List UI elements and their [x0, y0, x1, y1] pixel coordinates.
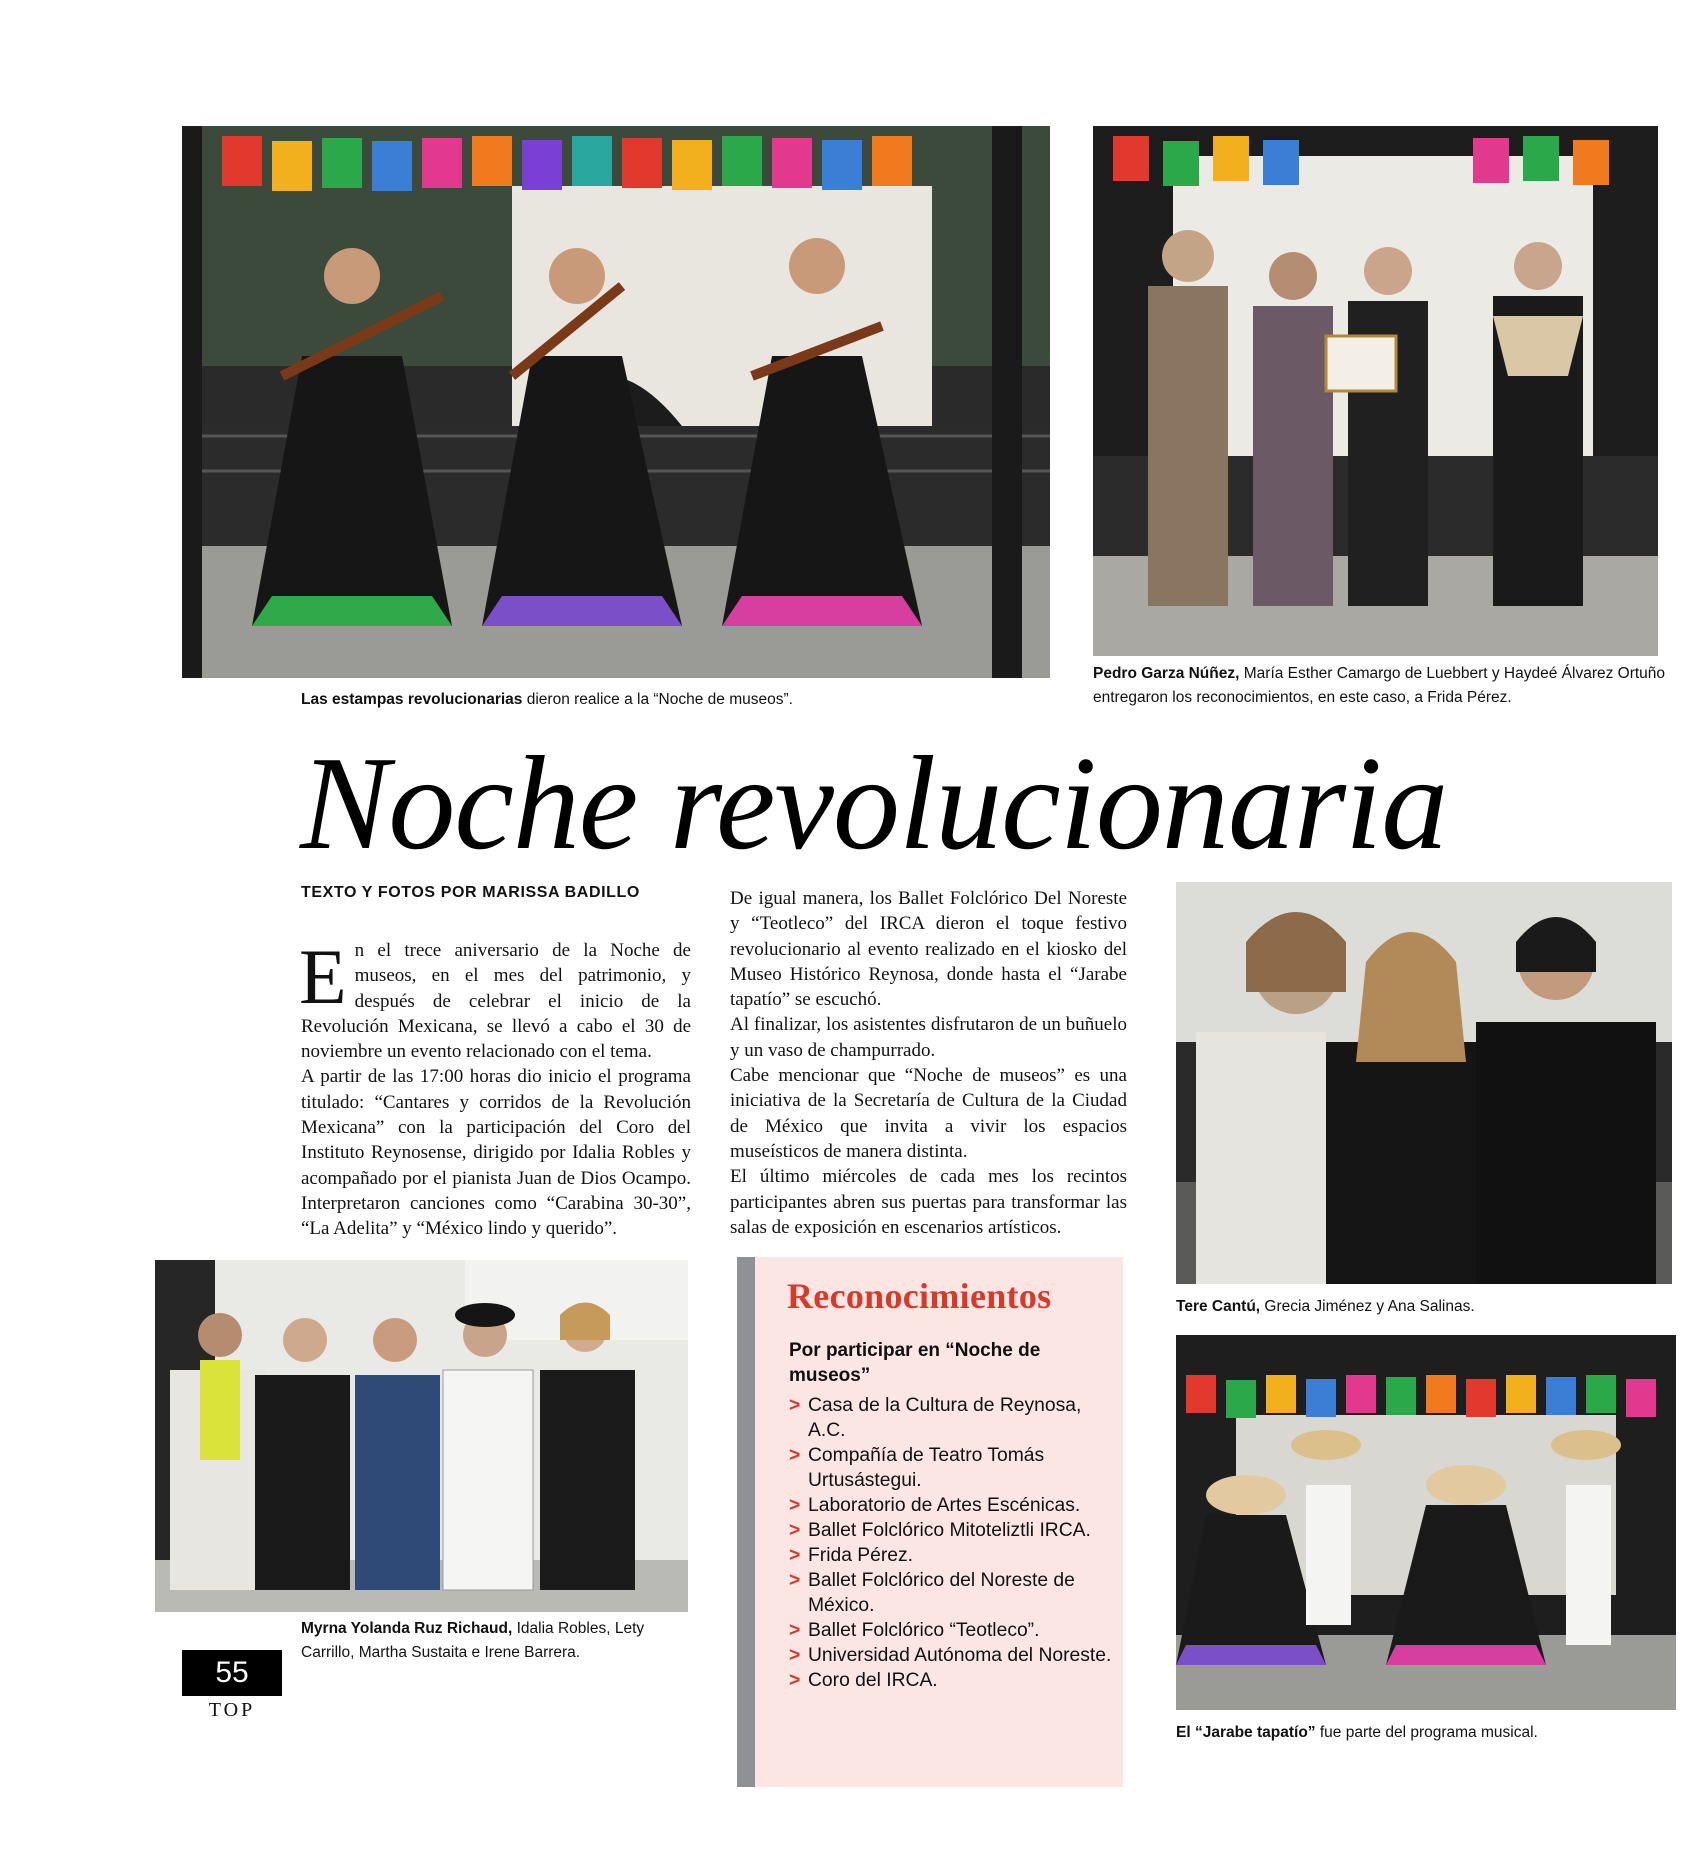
caption-text: Grecia Jiménez y Ana Salinas.	[1260, 1298, 1475, 1315]
paragraph-text: n el trece aniversario de la Noche de museos, en el mes del patrimonio, y después de celebrar el inicio de la Revolución Mexicana, se llevó a cabo el 30 de noviembre un evento relacionado con el tema.	[301, 940, 691, 1063]
list-item-text: Laboratorio de Artes Escénicas.	[808, 1495, 1081, 1516]
article-byline: TEXTO Y FOTOS POR MARISSA BADILLO	[301, 884, 640, 901]
bullet-chevron-icon: >	[789, 1645, 801, 1666]
list-item	[789, 1643, 1119, 1668]
three-women-photo	[1176, 882, 1672, 1284]
list-item-text: Frida Pérez.	[808, 1545, 914, 1566]
bullet-chevron-icon: >	[789, 1620, 801, 1641]
caption-bold: El “Jarabe tapatío”	[1176, 1724, 1316, 1741]
list-item-text: Universidad Autónoma del Noreste.	[808, 1645, 1112, 1666]
reconocimientos-sidebar	[737, 1257, 1123, 1787]
article-column-1	[299, 933, 691, 1242]
list-item	[789, 1543, 1119, 1568]
article-paragraph: De igual manera, los Ballet Folclórico Del Noreste y “Teotleco” del IRCA dieron el toque festivo revolucionario al evento realizado en el kiosko del Museo Histórico Reynosa, donde hasta el “Jarabe tapatío” se escuchó.	[730, 888, 1127, 1011]
bullet-chevron-icon: >	[789, 1570, 801, 1591]
magazine-name: TOP	[208, 1699, 256, 1721]
bullet-chevron-icon: >	[789, 1395, 801, 1416]
caption-text: dieron realice a la “Noche de museos”.	[522, 691, 793, 708]
article-headline: Noche revolucionaria	[300, 729, 1448, 877]
list-item-text: Ballet Folclórico “Teotleco”.	[808, 1620, 1040, 1641]
bullet-chevron-icon: >	[789, 1495, 801, 1516]
caption-bold: Las estampas revolucionarias	[301, 691, 523, 708]
five-women-photo	[155, 1260, 688, 1612]
caption-jarabe	[1176, 1721, 1676, 1745]
caption-award	[1093, 662, 1673, 710]
caption-text: fue parte del programa musical.	[1315, 1724, 1538, 1741]
list-item	[789, 1443, 1119, 1493]
caption-text: María Esther Camargo de Luebbert y Haydeé Álvarez Ortuño entregaron los reconocimientos, en este caso, a Frida Pérez.	[1093, 665, 1666, 706]
bullet-chevron-icon: >	[789, 1670, 801, 1691]
list-item-text: Casa de la Cultura de Reynosa, A.C.	[808, 1395, 1082, 1441]
list-item-text: Ballet Folclórico del Noreste de México.	[808, 1570, 1075, 1616]
recognition-list	[789, 1393, 1119, 1693]
article-paragraph	[299, 933, 691, 1064]
jarabe-tapatio-dance-photo	[1176, 1335, 1676, 1710]
award-presentation-photo	[1093, 126, 1658, 656]
list-item	[789, 1493, 1119, 1518]
list-item-text: Coro del IRCA.	[808, 1670, 938, 1691]
bullet-chevron-icon: >	[789, 1520, 801, 1541]
caption-dancers	[301, 688, 1061, 712]
sidebar-intro: Por participar en “Noche de museos”	[789, 1340, 1041, 1386]
list-item	[789, 1668, 1119, 1693]
list-item-text: Compañía de Teatro Tomás Urtusástegui.	[808, 1445, 1045, 1491]
article-column-2	[730, 886, 1127, 1240]
caption-bold: Pedro Garza Núñez,	[1093, 665, 1240, 682]
caption-bold: Tere Cantú,	[1176, 1298, 1261, 1315]
article-paragraph: El último miércoles de cada mes los recintos participantes abren sus puertas para transformar las salas de exposición en escenarios artísticos.	[730, 1166, 1127, 1238]
list-item	[789, 1568, 1119, 1618]
list-item-text: Ballet Folclórico Mitoteliztli IRCA.	[808, 1520, 1091, 1541]
list-item	[789, 1518, 1119, 1543]
sidebar-title: Reconocimientos	[787, 1276, 1052, 1316]
list-item	[789, 1393, 1119, 1443]
list-item	[789, 1618, 1119, 1643]
bullet-chevron-icon: >	[789, 1445, 801, 1466]
caption-five-women	[301, 1617, 696, 1665]
caption-text: Idalia Robles, Lety Carrillo, Martha Sustaita e Irene Barrera.	[301, 1620, 645, 1661]
bullet-chevron-icon: >	[789, 1545, 801, 1566]
dancers-with-rifles-photo	[182, 126, 1050, 678]
page-number: 55	[182, 1650, 282, 1696]
drop-cap: E	[299, 933, 347, 1020]
caption-bold: Myrna Yolanda Ruz Richaud,	[301, 1620, 513, 1637]
caption-three-women	[1176, 1295, 1676, 1319]
article-paragraph: Cabe mencionar que “Noche de museos” es una iniciativa de la Secretaría de Cultura de la Ciudad de México que invita a vivir los espacios museísticos de manera distinta.	[730, 1065, 1127, 1162]
article-paragraph: Al finalizar, los asistentes disfrutaron de un buñuelo y un vaso de champurrado.	[730, 1014, 1127, 1061]
article-paragraph: A partir de las 17:00 horas dio inicio el programa titulado: “Cantares y corridos de la Revolución Mexicana” con la participación del Coro del Instituto Reynosense, dirigido por Idalia Robles y acompañado por el pianista Juan de Dios Ocampo. Interpretaron canciones como “Carabina 30-30”, “La Adelita” y “México lindo y querido”.	[301, 1066, 691, 1240]
